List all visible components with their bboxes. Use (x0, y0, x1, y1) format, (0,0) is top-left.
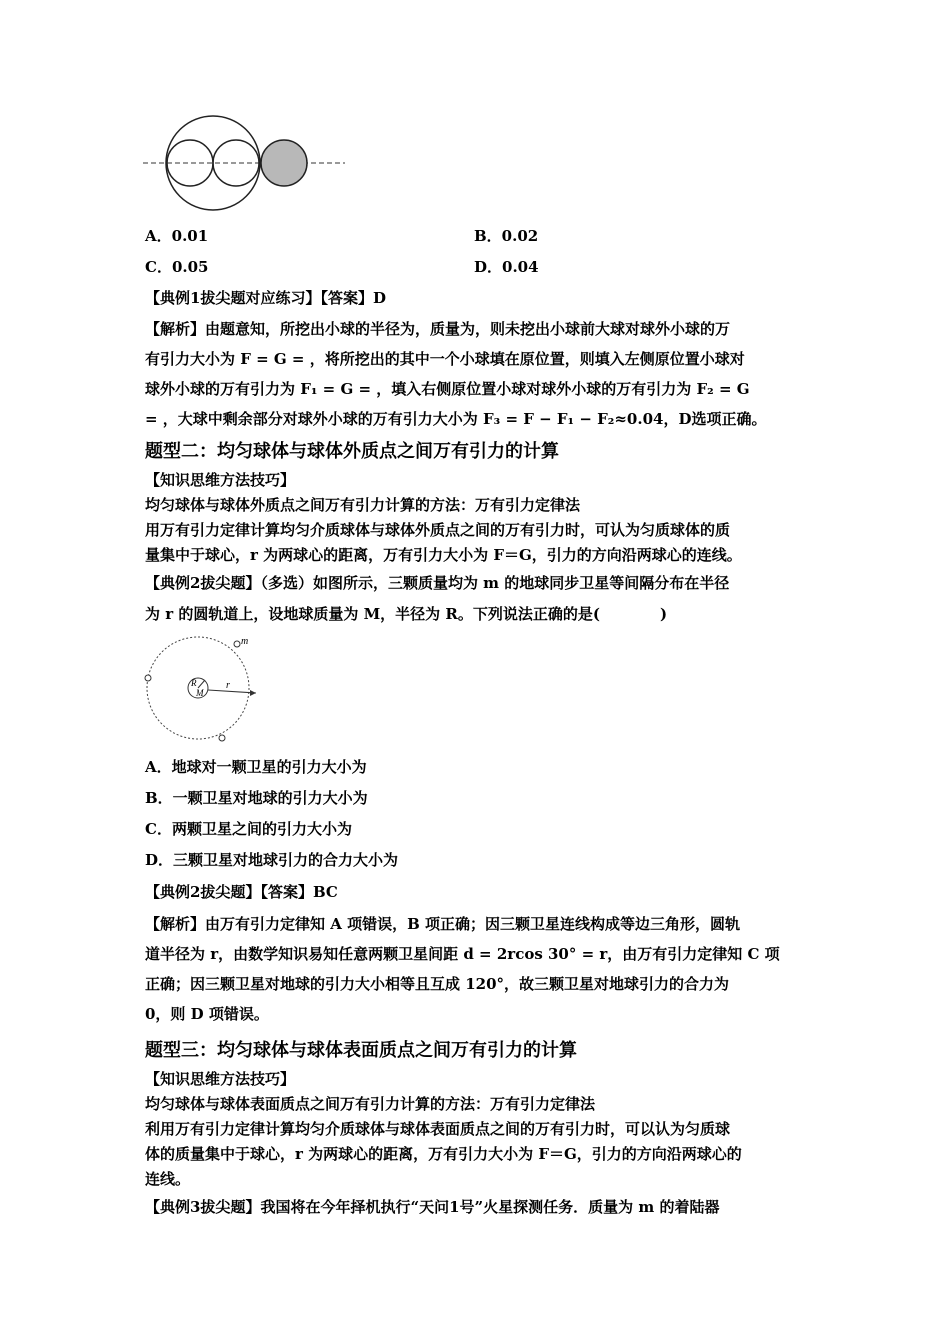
answer2-analysis-line: 正确；因三颗卫星对地球的引力大小相等且互成 120°，故三颗卫星对地球引力的合力为 (145, 975, 730, 993)
radius-arrow-r (208, 690, 256, 693)
section2-skill-line: 均匀球体与球体外质点之间万有引力计算的方法：万有引力定律法 (145, 496, 581, 514)
section2-skill-line: 量集中于球心，r 为两球心的距离，万有引力大小为 F＝G，引力的方向沿两球心的连线。 (145, 546, 742, 564)
section3-title: 题型三：均匀球体与球体表面质点之间万有引力的计算 (145, 1040, 577, 1061)
answer1-analysis-line: 【解析】由题意知，所挖出小球的半径为，质量为，则未挖出小球前大球对球外小球的万 (145, 320, 731, 338)
section2-skill-header: 【知识思维方法技巧】 (145, 471, 296, 489)
option-c: C．0.05 (145, 258, 209, 276)
sphere-cavity-figure (140, 112, 350, 216)
answer1-header: 【典例1拔尖题对应练习】【答案】D (145, 289, 386, 307)
answer1-analysis-line: = ，大球中剩余部分对球外小球的万有引力大小为 F₃ = F − F₁ − F₂≈0.04，D选项正确。 (145, 410, 767, 428)
example2-text: 为 r 的圆轨道上，设地球质量为 M，半径为 R。下列说法正确的是( ) (145, 605, 668, 623)
example3-text: 【典例3拔尖题】我国将在今年择机执行“天问1号”火星探测任务．质量为 m 的着陆器 (145, 1198, 720, 1216)
section3-skill-line: 利用万有引力定律计算均匀介质球体与球体表面质点之间的万有引力时，可以认为匀质球 (145, 1120, 731, 1138)
section3-skill-line: 体的质量集中于球心，r 为两球心的距离，万有引力大小为 F＝G，引力的方向沿两球心的 (145, 1145, 742, 1163)
label-m: m (241, 636, 249, 647)
answer1-analysis-line: 有引力大小为 F = G = ，将所挖出的其中一个小球填在原位置，则填入左侧原位置小球对 (145, 350, 745, 368)
section2-skill-line: 用万有引力定律计算均匀介质球体与球体外质点之间的万有引力时，可认为匀质球体的质 (145, 521, 731, 539)
section3-skill-header: 【知识思维方法技巧】 (145, 1070, 296, 1088)
answer2-analysis-line: 道半径为 r，由数学知识易知任意两颗卫星间距 d = 2rcos 30° = r，由万有引力定律知 C 项 (145, 945, 780, 963)
example2-text: 【典例2拔尖题】（多选）如图所示，三颗质量均为 m 的地球同步卫星等间隔分布在半径 (145, 574, 730, 592)
option2-b: B．一颗卫星对地球的引力大小为 (145, 789, 368, 807)
option-b: B．0.02 (474, 227, 539, 245)
option2-d: D．三颗卫星对地球引力的合力大小为 (145, 851, 399, 869)
satellite-top-right (234, 641, 240, 647)
answer2-analysis-line: 【解析】由万有引力定律知 A 项错误，B 项正确；因三颗卫星连线构成等边三角形，圆轨 (145, 915, 740, 933)
answer2-header: 【典例2拔尖题】【答案】BC (145, 883, 338, 901)
satellite-left (145, 675, 151, 681)
radius-arrow-small (198, 680, 205, 688)
section2-title: 题型二：均匀球体与球体外质点之间万有引力的计算 (145, 441, 559, 462)
external-small-sphere (261, 140, 307, 186)
label-r: r (226, 680, 230, 691)
option2-a: A．地球对一颗卫星的引力大小为 (145, 758, 367, 776)
option-d: D．0.04 (474, 258, 539, 276)
cavity-left (167, 140, 213, 186)
satellite-bottom (219, 735, 225, 741)
answer1-analysis-line: 球外小球的万有引力为 F₁ = G = ，填入右侧原位置小球对球外小球的万有引力为 F₂ = G (145, 380, 750, 398)
label-R: R (191, 678, 197, 688)
option2-c: C．两颗卫星之间的引力大小为 (145, 820, 352, 838)
section3-skill-line: 连线。 (145, 1170, 191, 1188)
answer2-analysis-line: 0，则 D 项错误。 (145, 1005, 269, 1023)
option-a: A．0.01 (145, 227, 209, 245)
satellite-orbit-figure (138, 630, 268, 748)
label-M: M (196, 688, 204, 698)
section3-skill-line: 均匀球体与球体表面质点之间万有引力计算的方法：万有引力定律法 (145, 1095, 596, 1113)
arrowhead (250, 690, 256, 696)
